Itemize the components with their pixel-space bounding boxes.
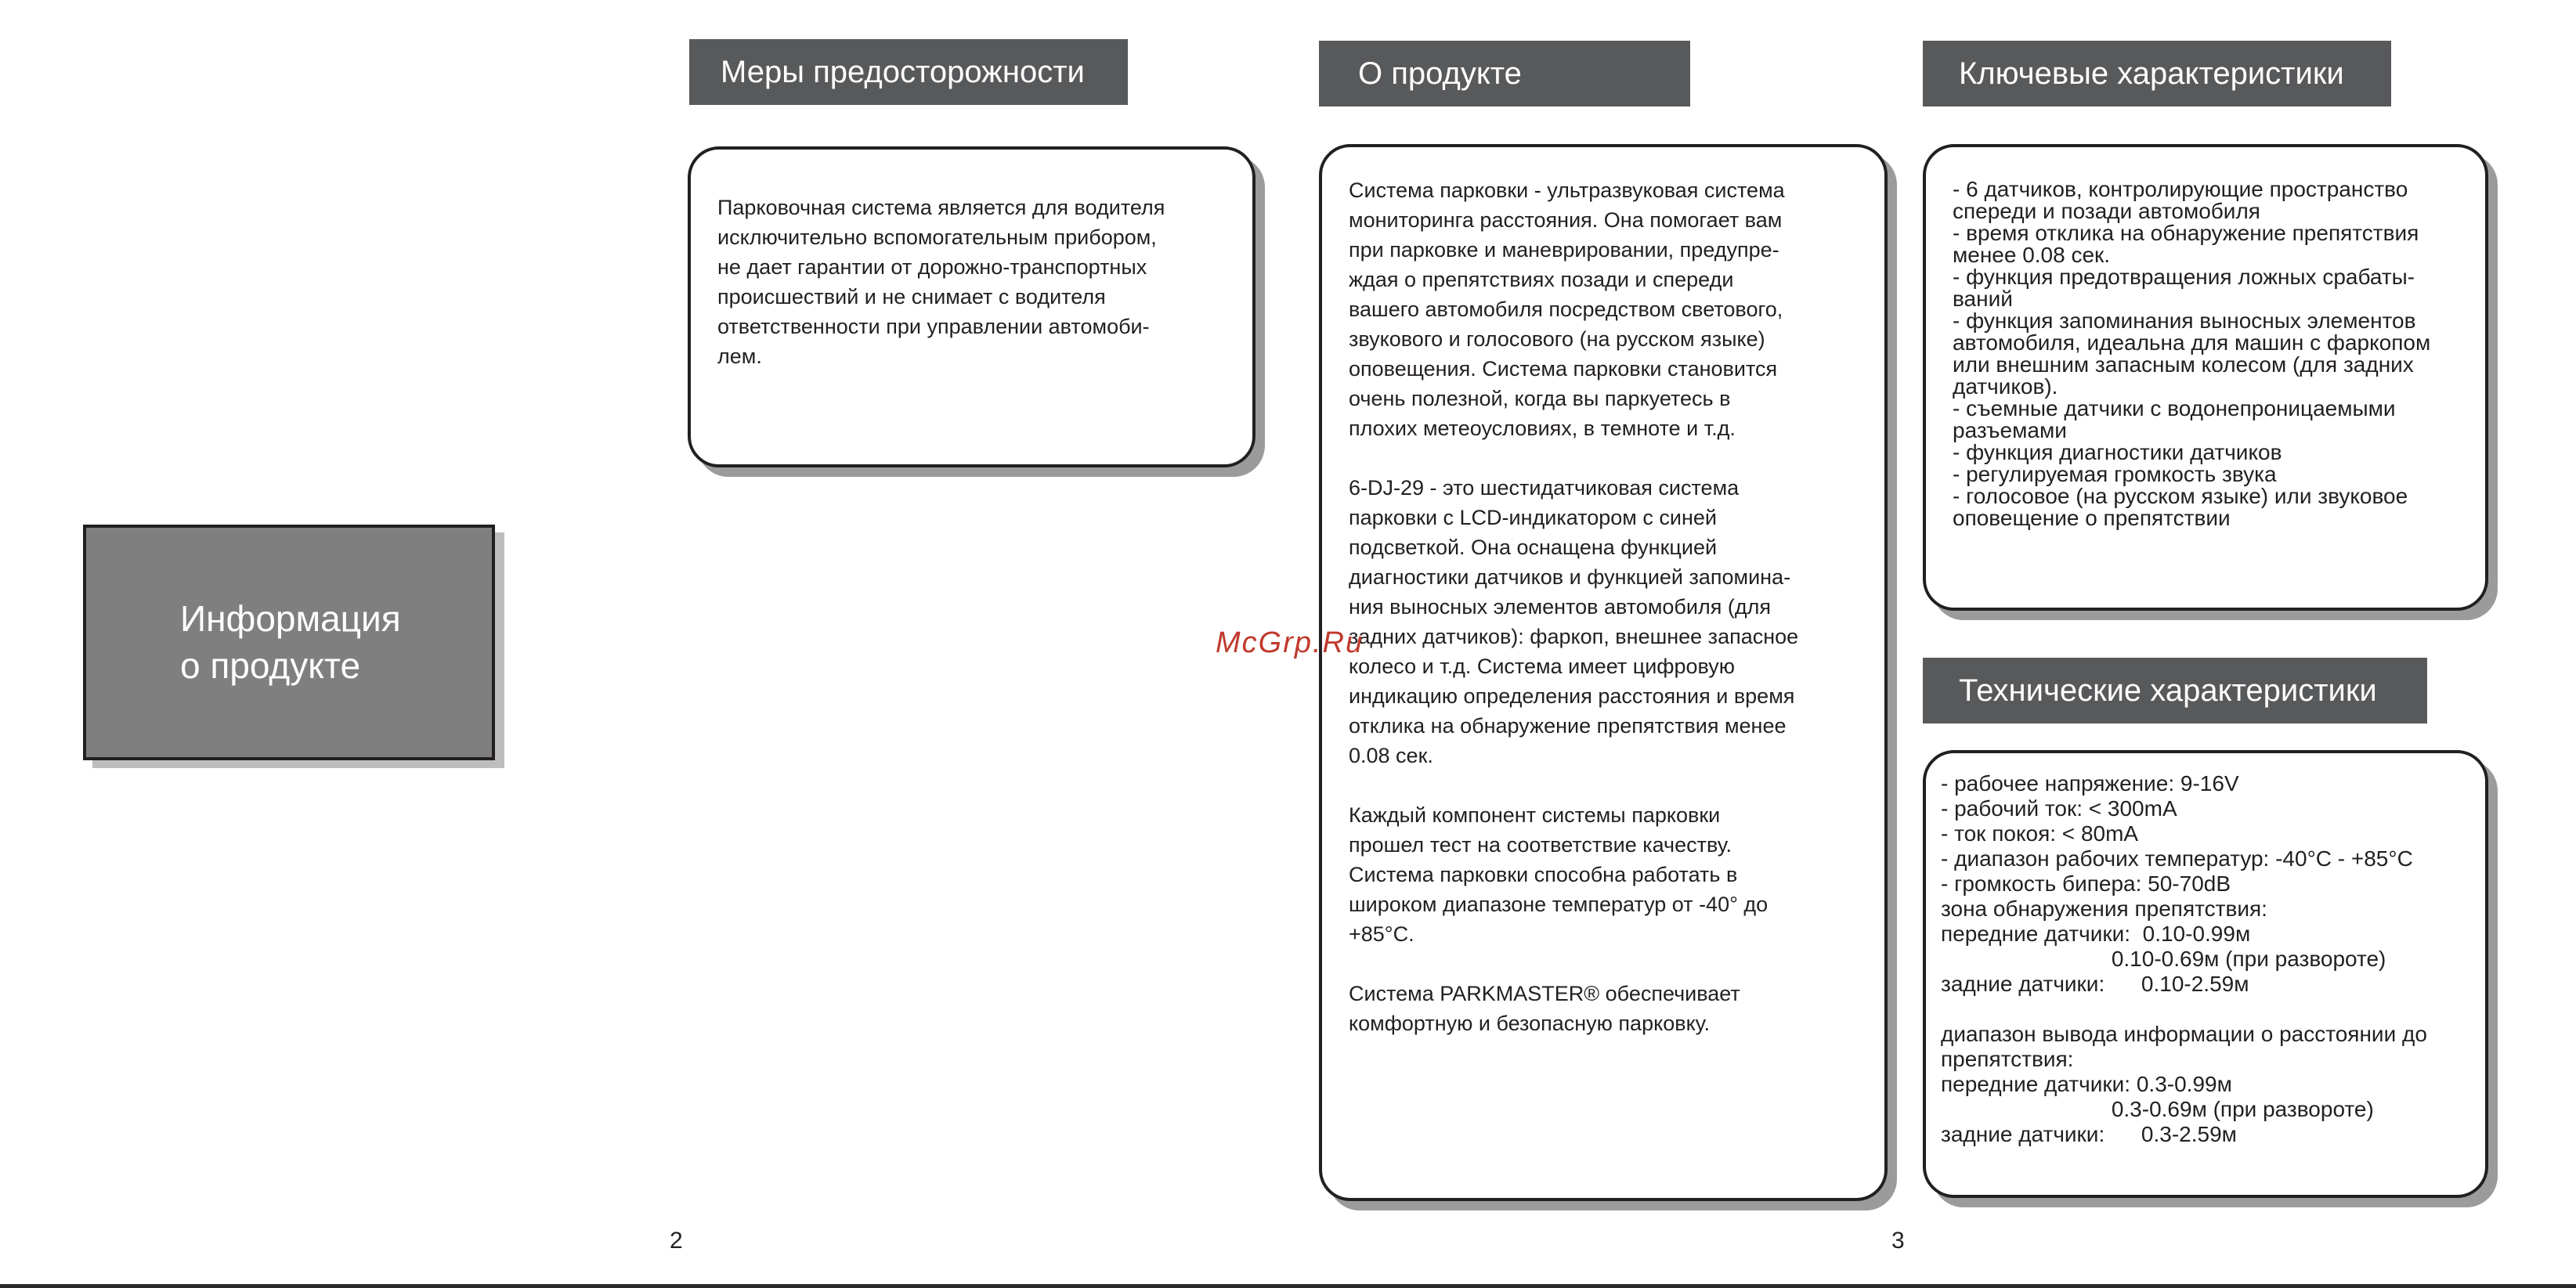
tech-specs-text: - рабочее напряжение: 9-16V - рабочий ток: < 300mA - ток покоя: < 80mA - диапазон рабочих температур: -40°С - +85°С - громкость бипера: 50-70dB зона обнаружения препятствия: передние датчики: 0.10-0.99м 0.10-0.69м (при развороте) задние датчики: 0.10-2.59м диапазон вывода информации о расстоянии до препятствия: передние датчики: 0.3-0.99м 0.3-0.69м (при развороте) задние датчики: 0.3-2.59м: [1941, 771, 2427, 1146]
bottom-rule: [0, 1284, 2576, 1288]
page-number-left: 2: [670, 1228, 683, 1254]
key-features-text: - 6 датчиков, контролирующие пространство спереди и позади автомобиля - время отклика на обнаружение препятствия менее 0.08 сек. - функция предотвращения ложных срабаты- ваний - функция запоминания выносных элементов автомобиля, идеальна для машин с фаркопом или внешним запасным колесом (для задних датчиков). - съемные датчики с водонепроницаемыми разъемами - функция диагностики датчиков - регулируемая громкость звука - голосовое (на русском языке) или звуковое оповещение о препятствии: [1953, 177, 2431, 530]
key-features-heading: Ключевые характеристики: [1923, 41, 2391, 106]
product-info-title: Информация о продукте: [180, 598, 401, 686]
product-info-box: [83, 525, 495, 760]
watermark: McGrp.Ru: [1216, 626, 1364, 659]
tech-specs-heading: Технические характеристики: [1923, 658, 2427, 723]
precautions-heading: Меры предосторожности: [689, 39, 1128, 105]
about-text: Система парковки - ультразвуковая система мониторинга расстояния. Она помогает вам при парковке и маневрировании, предупре- ждая о препятствиях позади и спереди вашего автомобиля посредством светового, звукового и голосового (на русском языке) оповещения. Система парковки становится очень полезной, когда вы паркуетесь в плохих метеоусловиях, в темноте и т.д. 6-DJ-29 - это шестидатчиковая система парковки с LCD-индикатором с синей подсветкой. Она оснащена функцией диагностики датчиков и функцией запомина- ния выносных элементов автомобиля (для задних датчиков): фаркоп, внешнее запасное колесо и т.д. Система имеет цифровую индикацию определения расстояния и время отклика на обнаружение препятствия менее 0.08 сек. Каждый компонент системы парковки прошел тест на соответствие качеству. Система парковки способна работать в широком диапазоне температур от -40° до +85°С. Система PARKMASTER® обеспечивает комфортную и безопасную парковку.: [1349, 179, 1799, 1035]
page-number-right: 3: [1891, 1228, 1905, 1254]
about-heading: О продукте: [1319, 41, 1690, 106]
precautions-text: Парковочная система является для водителя исключительно вспомогательным прибором, не дает гарантии от дорожно-транспортных происшествий и не снимает с водителя ответственности при управлении автомоби- лем.: [717, 196, 1165, 368]
